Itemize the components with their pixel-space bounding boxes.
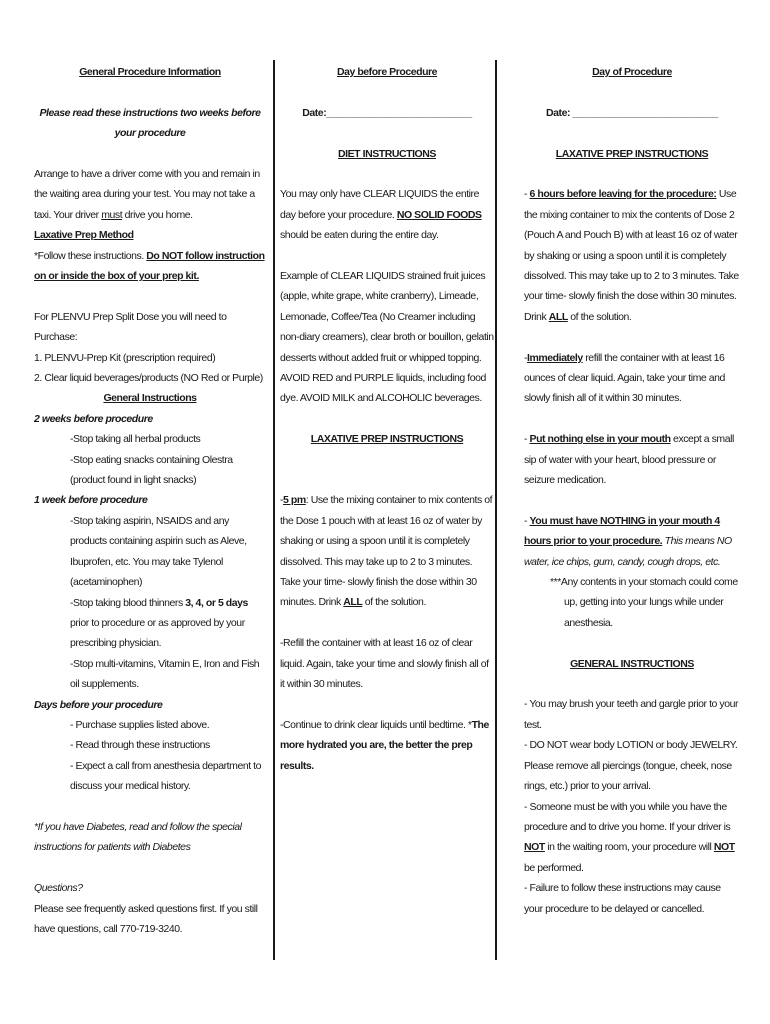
nothing-else-paragraph: - Put nothing else in your mouth except a small sip of water with your heart, blood pressure or seizure medication. (524, 433, 734, 487)
refill-paragraph: -Refill the container with at least 16 oz of clear liquid. Again, take your time and slowly finish all of it within 30 minutes. (280, 637, 489, 691)
follow-instructions: *Follow these instructions. Do NOT follow instruction on or inside the box of your prep kit. (34, 249, 265, 283)
laxative-method-heading: Laxative Prep Method (34, 229, 134, 242)
list-item: -Stop multi-vitamins, Vitamin E, Iron and Fish oil supplements. (70, 657, 260, 691)
day-of-heading: Day of Procedure (592, 66, 672, 78)
laxative-prep-heading: LAXATIVE PREP INSTRUCTIONS (310, 433, 464, 446)
diabetes-note: *If you have Diabetes, read and follow the special instructions for patients with Diabetes (34, 820, 242, 854)
days-before-heading: Days before your procedure (34, 698, 163, 711)
continue-paragraph: -Continue to drink clear liquids until bedtime. *The more hydrated you are, the better the prep results. (280, 718, 489, 772)
questions-text: Please see frequently asked questions first. If you still have questions, call 770-719-3240. (34, 902, 258, 935)
list-item: - Purchase supplies listed above. (70, 718, 210, 731)
two-weeks-heading: 2 weeks before procedure (34, 412, 153, 425)
dose-one-paragraph: -5 pm: Use the mixing container to mix contents of the Dose 1 pouch with at least 16 oz of water by shaking or using a spoon until it is completely dissolved. This may take up to 2 to 3 minutes. Take your time- slowly finish the dose within 30 minutes. Drink ALL of the solution. (280, 494, 493, 609)
day-of-column (524, 62, 740, 919)
laxative-prep-heading: LAXATIVE PREP INSTRUCTIONS (555, 147, 709, 160)
column-divider-left (273, 60, 275, 960)
list-item: - Expect a call from anesthesia department to discuss your medical history. (70, 759, 262, 793)
general-info-heading: General Procedure Information (79, 66, 221, 78)
date-line: Date: ___________________________ (546, 106, 718, 119)
general-instructions-heading: GENERAL INSTRUCTIONS (570, 657, 694, 670)
list-item: -Stop taking all herbal products (70, 433, 201, 446)
questions-heading: Questions? (34, 882, 83, 895)
dose-two-paragraph: - 6 hours before leaving for the procedure: Use the mixing container to mix the contents of Dose 2 (Pouch A and Pouch B) with at least 16 oz of water by shaking or using a spoon until it is completely dissolved. This may take up to 2 to 3 minutes. Take your time- slowly finish the dose within 30 minutes. Drink ALL of the solution. (524, 188, 739, 323)
diet-paragraph: You may only have CLEAR LIQUIDS the entire day before your procedure. NO SOLID FOODS should be eaten during the entire day. (280, 188, 482, 242)
list-item: - Read through these instructions (70, 739, 210, 752)
plenvu-intro: For PLENVU Prep Split Dose you will need to Purchase: (34, 310, 227, 344)
list-item: -Stop taking aspirin, NSAIDS and any products containing aspirin such as Aleve, Ibuprofen, etc. You may take Tylenol (acetaminophen) (70, 514, 247, 589)
lotion-jewelry-item: - DO NOT wear body LOTION or body JEWELRY. Please remove all piercings (tongue, cheek, nose rings, etc.) prior to your arrival. (524, 739, 738, 793)
failure-item: - Failure to follow these instructions may cause your procedure to be delayed or cancelled. (524, 882, 721, 915)
purchase-item: 1. PLENVU-Prep Kit (prescription required) (34, 351, 216, 364)
anesthesia-note: ***Any contents in your stomach could come up, getting into your lungs while under anesthesia. (550, 576, 738, 629)
diet-instructions-heading: DIET INSTRUCTIONS (338, 147, 436, 160)
must-have-nothing-paragraph: - You must have NOTHING in your mouth 4 hours prior to your procedure. This means NO water, ice chips, gum, candy, cough drops, etc. (524, 514, 732, 568)
immediately-paragraph: -Immediately refill the container with at least 16 ounces of clear liquid. Again, take your time and slowly finish all of it within 30 minutes. (524, 351, 725, 405)
brush-teeth-item: - You may brush your teeth and gargle prior to your test. (524, 698, 739, 731)
column-divider-right (495, 60, 497, 960)
purchase-item: 2. Clear liquid beverages/products (NO Red or Purple) (34, 372, 263, 385)
day-before-column (280, 62, 494, 776)
driver-item: - Someone must be with you while you have the procedure and to drive you home. If your driver is NOT in the waiting room, your procedure will NOT be performed. (524, 800, 735, 874)
general-info-column (34, 62, 266, 939)
read-note: Please read these instructions two weeks before your procedure (39, 106, 261, 140)
day-before-heading: Day before Procedure (336, 66, 438, 78)
one-week-heading: 1 week before procedure (34, 494, 148, 507)
clear-liquids-example: Example of CLEAR LIQUIDS strained fruit juices (apple, white grape, white cranberry), Limeade, Lemonade, Coffee/Tea (No Creamer including non-diary creamers), clear broth or bouillon, gelatin desserts without added fruit or whipped topping. AVOID RED and PURPLE liquids, including food dye. AVOID MILK and ALCOHOLIC beverages. (280, 270, 494, 405)
date-line: Date:___________________________ (302, 106, 472, 119)
general-instructions-heading: General Instructions (103, 392, 197, 405)
list-item: -Stop taking blood thinners 3, 4, or 5 days prior to procedure or as approved by your prescribing physician. (70, 596, 248, 650)
list-item: -Stop eating snacks containing Olestra (product found in light snacks) (70, 453, 233, 487)
driver-paragraph: Arrange to have a driver come with you and remain in the waiting area during your test. You may not take a taxi. Your driver must drive you home. (34, 168, 260, 221)
